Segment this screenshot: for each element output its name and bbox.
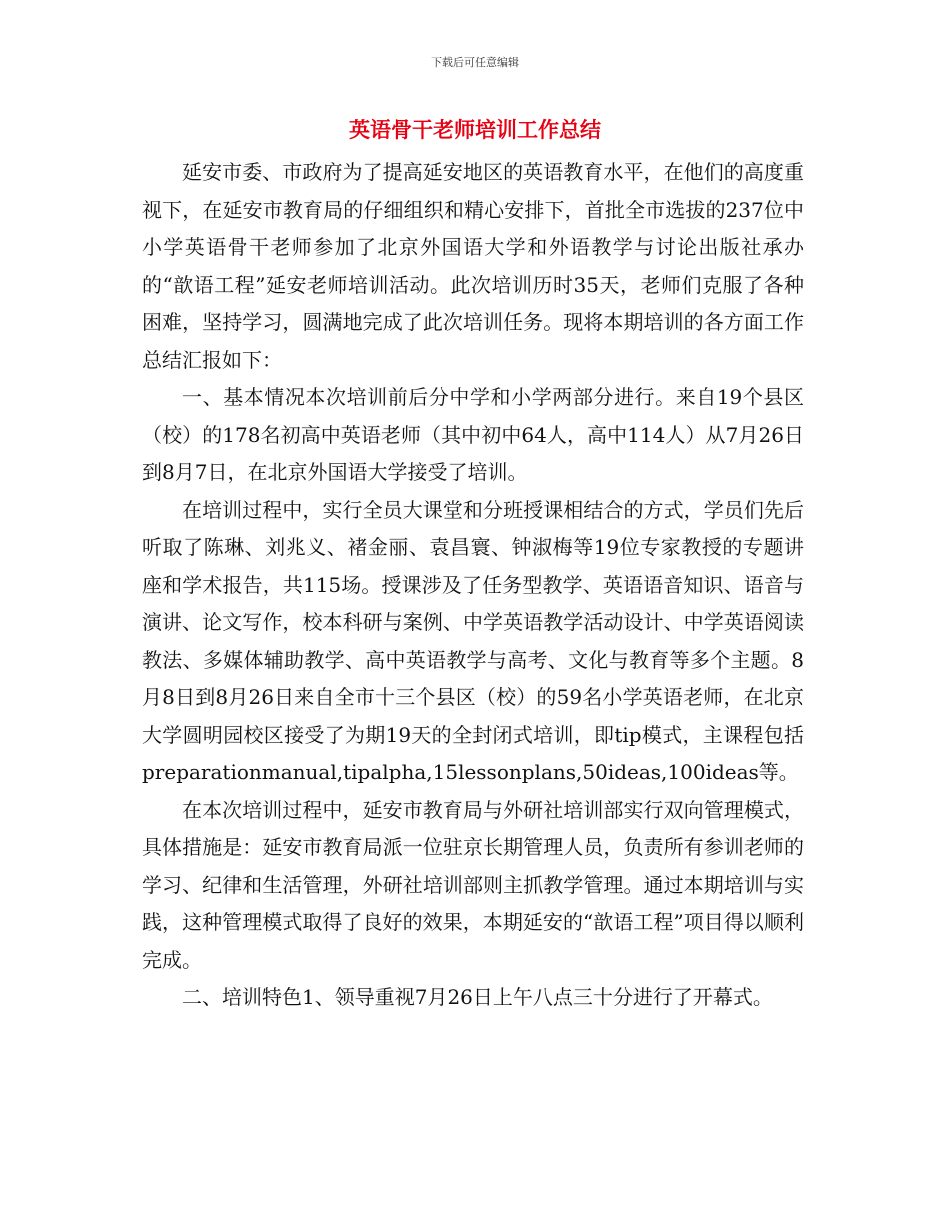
paragraph-basic-situation: 一、基本情况本次培训前后分中学和小学两部分进行。来自19个县区（校）的178名初高中英语老师（其中初中64人，高中114人）从7月26日到8月7日，在北京外国语大学接受了培训。 — [142, 385, 804, 484]
paragraph-intro: 延安市委、市政府为了提高延安地区的英语教育水平，在他们的高度重视下，在延安市教育局的仔细组织和精心安排下，首批全市选拔的237位中小学英语骨干老师参加了北京外国语大学和外语教学与讨论出版社承办的“歆语工程”延安老师培训活动。此次培训历时35天，老师们克服了各种困难，坚持学习，圆满地完成了此次培训任务。现将本期培训的各方面工作总结汇报如下： — [142, 160, 804, 372]
paragraph-training-process: 在培训过程中，实行全员大课堂和分班授课相结合的方式，学员们先后听取了陈琳、刘兆义、褚金丽、袁昌寰、钟淑梅等19位专家教授的专题讲座和学术报告，共115场。授课涉及了任务型教学、英语语音知识、语音与演讲、论文写作，校本科研与案例、中学英语教学活动设计、中学英语阅读教法、多媒体辅助教学、高中英语教学与高考、文化与教育等多个主题。8月8日到8月26日来自全市十三个县区（校）的59名小学英语老师，在北京大学圆明园校区接受了为期19天的全封闭式培训，即tip模式，主课程包括preparationmanual,tipalpha,15lessonplans,50ideas,100ideas等。 — [142, 497, 804, 784]
paragraph-management-mode: 在本次培训过程中，延安市教育局与外研社培训部实行双向管理模式，具体措施是：延安市教育局派一位驻京长期管理人员，负责所有参训老师的学习、纪律和生活管理，外研社培训部则主抓教学管理。通过本期培训与实践，这种管理模式取得了良好的效果，本期延安的“歆语工程”项目得以顺利完成。 — [142, 797, 804, 972]
document-title: 英语骨干老师培训工作总结 — [349, 117, 601, 142]
document-body — [142, 154, 804, 1017]
paragraph-training-features: 二、培训特色1、领导重视7月26日上午八点三十分进行了开幕式。 — [182, 985, 773, 1009]
header-note: 下载后可任意编辑 — [431, 56, 519, 69]
